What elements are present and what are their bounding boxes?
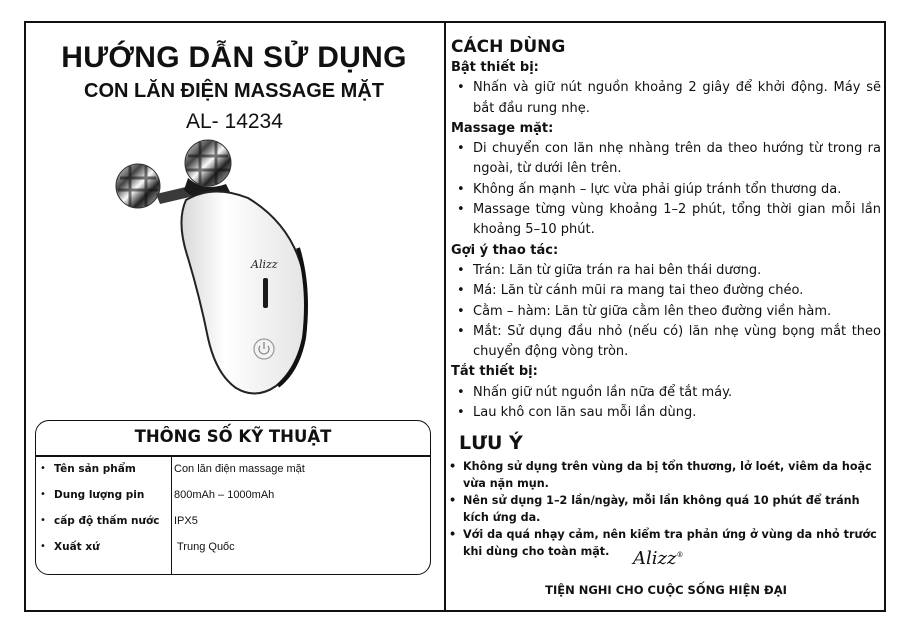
section-title: Massage mặt: [451,120,554,136]
spec-label: Tên sản phẩm [54,463,136,475]
section-list [451,139,881,240]
spec-value: Con lăn điện massage mặt [174,463,305,475]
spec-label: Xuất xứ [54,541,100,553]
product-image [108,138,323,400]
column-divider [444,21,446,612]
list-item: • Cằm – hàm: Lăn từ giữa cằm lên theo đường viền hàm. [451,302,881,322]
brand-logo [633,548,683,569]
product-subtitle: CON LĂN ĐIỆN MASSAGE MẶT [84,80,384,102]
list-item: • Nhấn giữ nút nguồn lần nữa để tắt máy. [451,383,881,403]
list-item: • Mắt: Sử dụng đầu nhỏ (nếu có) lăn nhẹ vùng bọng mắt theo chuyển động vòng tròn. [451,322,881,363]
notes-list [449,458,885,560]
list-item: • Nhấn và giữ nút nguồn khoảng 2 giây để khởi động. Máy sẽ bắt đầu rung nhẹ. [451,78,881,119]
product-brand-text: Alizz [251,258,278,271]
spec-label: cấp độ thấm nước [54,515,160,527]
spec-value: 800mAh – 1000mAh [174,489,275,501]
notes-heading: LƯU Ý [459,432,523,454]
list-item: • Trán: Lăn từ giữa trán ra hai bên thái dương. [451,261,881,281]
list-item: • Di chuyển con lăn nhẹ nhàng trên da theo hướng từ trong ra ngoài, từ dưới lên trên. [451,139,881,180]
section-list [451,261,881,362]
note-item: • Nên sử dụng 1–2 lần/ngày, mỗi lần không quá 10 phút để tránh kích ứng da. [449,492,885,526]
spec-row: • cấp độ thấm nước IPX5 [40,515,198,527]
spec-row: • Tên sản phẩm Con lăn điện massage mặt [40,463,305,475]
section-title: Tắt thiết bị: [451,364,538,380]
spec-table [35,420,431,575]
spec-row: • Dung lượng pin 800mAh – 1000mAh [40,489,275,501]
section-list [451,383,881,424]
model-number: AL- 14234 [186,110,283,133]
page-title: HƯỚNG DẪN SỬ DỤNG [61,41,407,74]
list-item: • Không ấn mạnh – lực vừa phải giúp tránh tổn thương da. [451,180,881,200]
spec-label: Dung lượng pin [54,489,145,501]
brand-slogan: TIỆN NGHI CHO CUỘC SỐNG HIỆN ĐẠI [545,583,787,597]
spec-title: THÔNG SỐ KỸ THUẬT [134,427,332,446]
spec-value: IPX5 [174,515,198,527]
note-item: • Với da quá nhạy cảm, nên kiểm tra phản ứng ở vùng da nhỏ trước khi dùng cho toàn mặt. [449,526,885,560]
list-item: • Má: Lăn từ cánh mũi ra mang tai theo đường chéo. [451,281,881,301]
usage-section [451,36,881,423]
list-item: • Massage từng vùng khoảng 1–2 phút, tổng thời gian mỗi lần khoảng 5–10 phút. [451,200,881,241]
section-title: Gợi ý thao tác: [451,242,559,258]
spec-header-divider [36,455,430,457]
section-list [451,78,881,119]
usage-heading: CÁCH DÙNG [451,37,566,57]
brand-logo-text: Alizz [633,548,677,569]
spec-row: • Xuất xứ Trung Quốc [40,541,235,553]
list-item: • Lau khô con lăn sau mỗi lần dùng. [451,403,881,423]
note-item: • Không sử dụng trên vùng da bị tổn thương, lở loét, viêm da hoặc vừa nặn mụn. [449,458,885,492]
section-title: Bật thiết bị: [451,60,539,75]
registered-mark: ® [676,551,684,559]
spec-value: Trung Quốc [177,541,235,553]
